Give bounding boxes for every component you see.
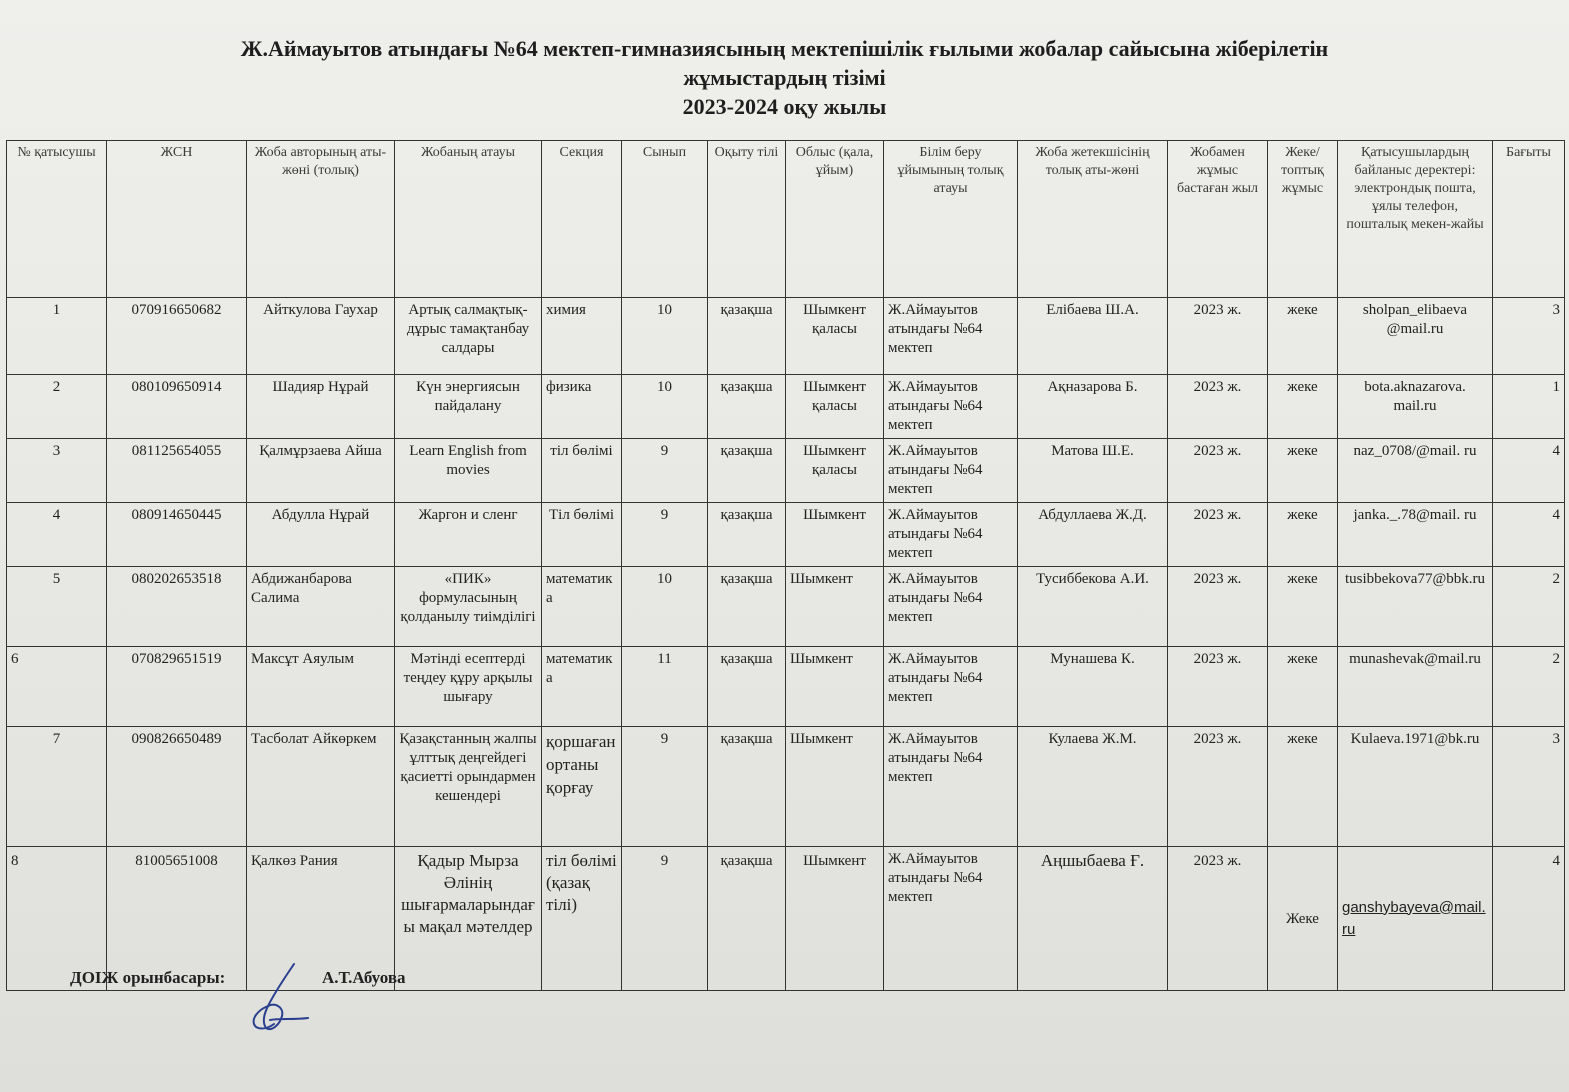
cell-start-year: 2023 ж. [1168, 503, 1268, 567]
cell-region: Шымкент [786, 847, 884, 991]
cell-region: Шымкент [786, 567, 884, 647]
header-iin: ЖСН [107, 141, 247, 298]
participants-table [6, 140, 1565, 991]
cell-project: Жаргон и сленг [395, 503, 542, 567]
cell-author: Айткулова Гаухар [247, 298, 395, 375]
cell-number: 3 [7, 439, 107, 503]
table-row [7, 647, 1565, 727]
cell-iin: 080109650914 [107, 375, 247, 439]
cell-project: «ПИК» формуласының қолданылу тиімділігі [395, 567, 542, 647]
cell-supervisor: Матова Ш.Е. [1018, 439, 1168, 503]
cell-project: Қазақстанның жалпы ұлттық деңгейдегі қасиетті орындармен кешендері [395, 727, 542, 847]
cell-language: қазақша [708, 647, 786, 727]
cell-organization: Ж.Аймауытов атындағы №64 мектеп [884, 298, 1018, 375]
cell-start-year: 2023 ж. [1168, 298, 1268, 375]
table-row [7, 298, 1565, 375]
cell-direction: 1 [1493, 375, 1565, 439]
cell-supervisor: Мунашева К. [1018, 647, 1168, 727]
cell-contact: Kulaeva.1971@bk.ru [1338, 727, 1493, 847]
table-row [7, 375, 1565, 439]
cell-project: Артық салмақтық-дұрыс тамақтанбау салдары [395, 298, 542, 375]
cell-work-type: жеке [1268, 503, 1338, 567]
cell-iin: 081125654055 [107, 439, 247, 503]
title-line-1: Ж.Аймауытов атындағы №64 мектеп-гимназиясының мектепішілік ғылыми жобалар сайысына жіберілетін [240, 36, 1329, 61]
cell-number: 1 [7, 298, 107, 375]
cell-number: 7 [7, 727, 107, 847]
cell-supervisor: Тусиббекова А.И. [1018, 567, 1168, 647]
header-work-type: Жеке/ топтық жұмыс [1268, 141, 1338, 298]
cell-organization: Ж.Аймауытов атындағы №64 мектеп [884, 847, 1018, 991]
handwritten-signature-icon [246, 962, 316, 1034]
cell-contact: tusibbekova77@bbk.ru [1338, 567, 1493, 647]
cell-author: Шадияр Нұрай [247, 375, 395, 439]
cell-language: қазақша [708, 439, 786, 503]
cell-language: қазақша [708, 375, 786, 439]
signature-block [70, 968, 406, 988]
cell-iin: 070829651519 [107, 647, 247, 727]
table-row [7, 727, 1565, 847]
cell-start-year: 2023 ж. [1168, 647, 1268, 727]
cell-grade: 10 [622, 298, 708, 375]
header-language: Оқыту тілі [708, 141, 786, 298]
header-direction: Бағыты [1493, 141, 1565, 298]
header-number: № қатысушы [7, 141, 107, 298]
header-section: Секция [542, 141, 622, 298]
deputy-director-label: ДОІЖ орынбасары: [70, 968, 226, 987]
cell-supervisor: Ақназарова Б. [1018, 375, 1168, 439]
cell-start-year: 2023 ж. [1168, 439, 1268, 503]
cell-direction: 3 [1493, 727, 1565, 847]
cell-grade: 9 [622, 727, 708, 847]
cell-organization: Ж.Аймауытов атындағы №64 мектеп [884, 439, 1018, 503]
cell-work-type: Жеке [1268, 847, 1338, 991]
cell-work-type: жеке [1268, 727, 1338, 847]
cell-language: қазақша [708, 298, 786, 375]
cell-iin: 070916650682 [107, 298, 247, 375]
header-project: Жобаның атауы [395, 141, 542, 298]
header-grade: Сынып [622, 141, 708, 298]
cell-section: тіл бөлімі [542, 439, 622, 503]
table-row [7, 503, 1565, 567]
cell-section: химия [542, 298, 622, 375]
cell-language: қазақша [708, 727, 786, 847]
cell-author: Абдулла Нұрай [247, 503, 395, 567]
cell-supervisor: Елібаева Ш.А. [1018, 298, 1168, 375]
cell-grade: 9 [622, 503, 708, 567]
cell-direction: 4 [1493, 503, 1565, 567]
cell-number: 5 [7, 567, 107, 647]
cell-work-type: жеке [1268, 647, 1338, 727]
cell-contact: ganshybayeva@mail.ru [1338, 847, 1493, 991]
cell-grade: 9 [622, 847, 708, 991]
cell-supervisor: Аңшыбаева Ғ. [1018, 847, 1168, 991]
cell-project: Күн энергиясын пайдалану [395, 375, 542, 439]
cell-start-year: 2023 ж. [1168, 847, 1268, 991]
cell-language: қазақша [708, 847, 786, 991]
cell-contact: sholpan_elibaeva @mail.ru [1338, 298, 1493, 375]
cell-number: 2 [7, 375, 107, 439]
cell-grade: 10 [622, 375, 708, 439]
cell-organization: Ж.Аймауытов атындағы №64 мектеп [884, 647, 1018, 727]
title-line-2: жұмыстардың тізімі [683, 65, 886, 90]
cell-section: тіл бөлімі (қазақ тілі) [542, 847, 622, 991]
cell-author: Қалкөз Рания [247, 847, 395, 991]
cell-section: қоршаған ортаны қорғау [542, 727, 622, 847]
cell-language: қазақша [708, 503, 786, 567]
cell-number: 4 [7, 503, 107, 567]
cell-supervisor: Абдуллаева Ж.Д. [1018, 503, 1168, 567]
cell-grade: 9 [622, 439, 708, 503]
cell-start-year: 2023 ж. [1168, 375, 1268, 439]
cell-organization: Ж.Аймауытов атындағы №64 мектеп [884, 727, 1018, 847]
cell-contact: munashevak@mail.ru [1338, 647, 1493, 727]
header-author: Жоба авторының аты-жөні (толық) [247, 141, 395, 298]
cell-region: Шымкент қаласы [786, 298, 884, 375]
cell-contact: naz_0708/@mail. ru [1338, 439, 1493, 503]
cell-direction: 3 [1493, 298, 1565, 375]
cell-region: Шымкент [786, 647, 884, 727]
cell-iin: 080914650445 [107, 503, 247, 567]
table-row [7, 567, 1565, 647]
table-row [7, 439, 1565, 503]
cell-work-type: жеке [1268, 375, 1338, 439]
cell-organization: Ж.Аймауытов атындағы №64 мектеп [884, 375, 1018, 439]
cell-organization: Ж.Аймауытов атындағы №64 мектеп [884, 567, 1018, 647]
signer-name: А.Т.Абуова [322, 968, 406, 987]
header-start-year: Жобамен жұмыс бастаған жыл [1168, 141, 1268, 298]
document-title [0, 34, 1569, 121]
cell-region: Шымкент қаласы [786, 375, 884, 439]
header-contacts: Қатысушылардың байланыс деректері: электрондық пошта, ұялы телефон, пошталық мекен-жайы [1338, 141, 1493, 298]
cell-project: Мәтінді есептерді теңдеу құру арқылы шығару [395, 647, 542, 727]
cell-work-type: жеке [1268, 439, 1338, 503]
cell-iin: 080202653518 [107, 567, 247, 647]
header-region: Облыс (қала, ұйым) [786, 141, 884, 298]
header-organization: Білім беру ұйымының толық атауы [884, 141, 1018, 298]
cell-start-year: 2023 ж. [1168, 727, 1268, 847]
cell-project: Қадыр Мырза Әлінің шығармаларындағы мақал мәтелдер [395, 847, 542, 991]
cell-number: 8 [7, 847, 107, 991]
cell-iin: 81005651008 [107, 847, 247, 991]
cell-contact: bota.aknazarova. mail.ru [1338, 375, 1493, 439]
cell-direction: 2 [1493, 647, 1565, 727]
header-supervisor: Жоба жетекшісінің толық аты-жөні [1018, 141, 1168, 298]
cell-organization: Ж.Аймауытов атындағы №64 мектеп [884, 503, 1018, 567]
cell-region: Шымкент [786, 727, 884, 847]
cell-project: Learn English from movies [395, 439, 542, 503]
cell-grade: 10 [622, 567, 708, 647]
cell-contact: janka._.78@mail. ru [1338, 503, 1493, 567]
title-line-3: 2023-2024 оқу жылы [682, 94, 887, 119]
cell-language: қазақша [708, 567, 786, 647]
cell-direction: 4 [1493, 847, 1565, 991]
cell-author: Тасболат Айкөркем [247, 727, 395, 847]
cell-grade: 11 [622, 647, 708, 727]
cell-author: Абдижанбарова Салима [247, 567, 395, 647]
cell-section: математика [542, 567, 622, 647]
cell-region: Шымкент [786, 503, 884, 567]
table-row [7, 847, 1565, 991]
cell-supervisor: Кулаева Ж.М. [1018, 727, 1168, 847]
cell-section: Тіл бөлімі [542, 503, 622, 567]
cell-region: Шымкент қаласы [786, 439, 884, 503]
table-header-row [7, 141, 1565, 298]
cell-section: математика [542, 647, 622, 727]
cell-direction: 2 [1493, 567, 1565, 647]
cell-work-type: жеке [1268, 567, 1338, 647]
cell-iin: 090826650489 [107, 727, 247, 847]
cell-number: 6 [7, 647, 107, 727]
cell-work-type: жеке [1268, 298, 1338, 375]
cell-author: Қалмұрзаева Айша [247, 439, 395, 503]
cell-author: Максұт Аяулым [247, 647, 395, 727]
cell-direction: 4 [1493, 439, 1565, 503]
cell-start-year: 2023 ж. [1168, 567, 1268, 647]
cell-section: физика [542, 375, 622, 439]
